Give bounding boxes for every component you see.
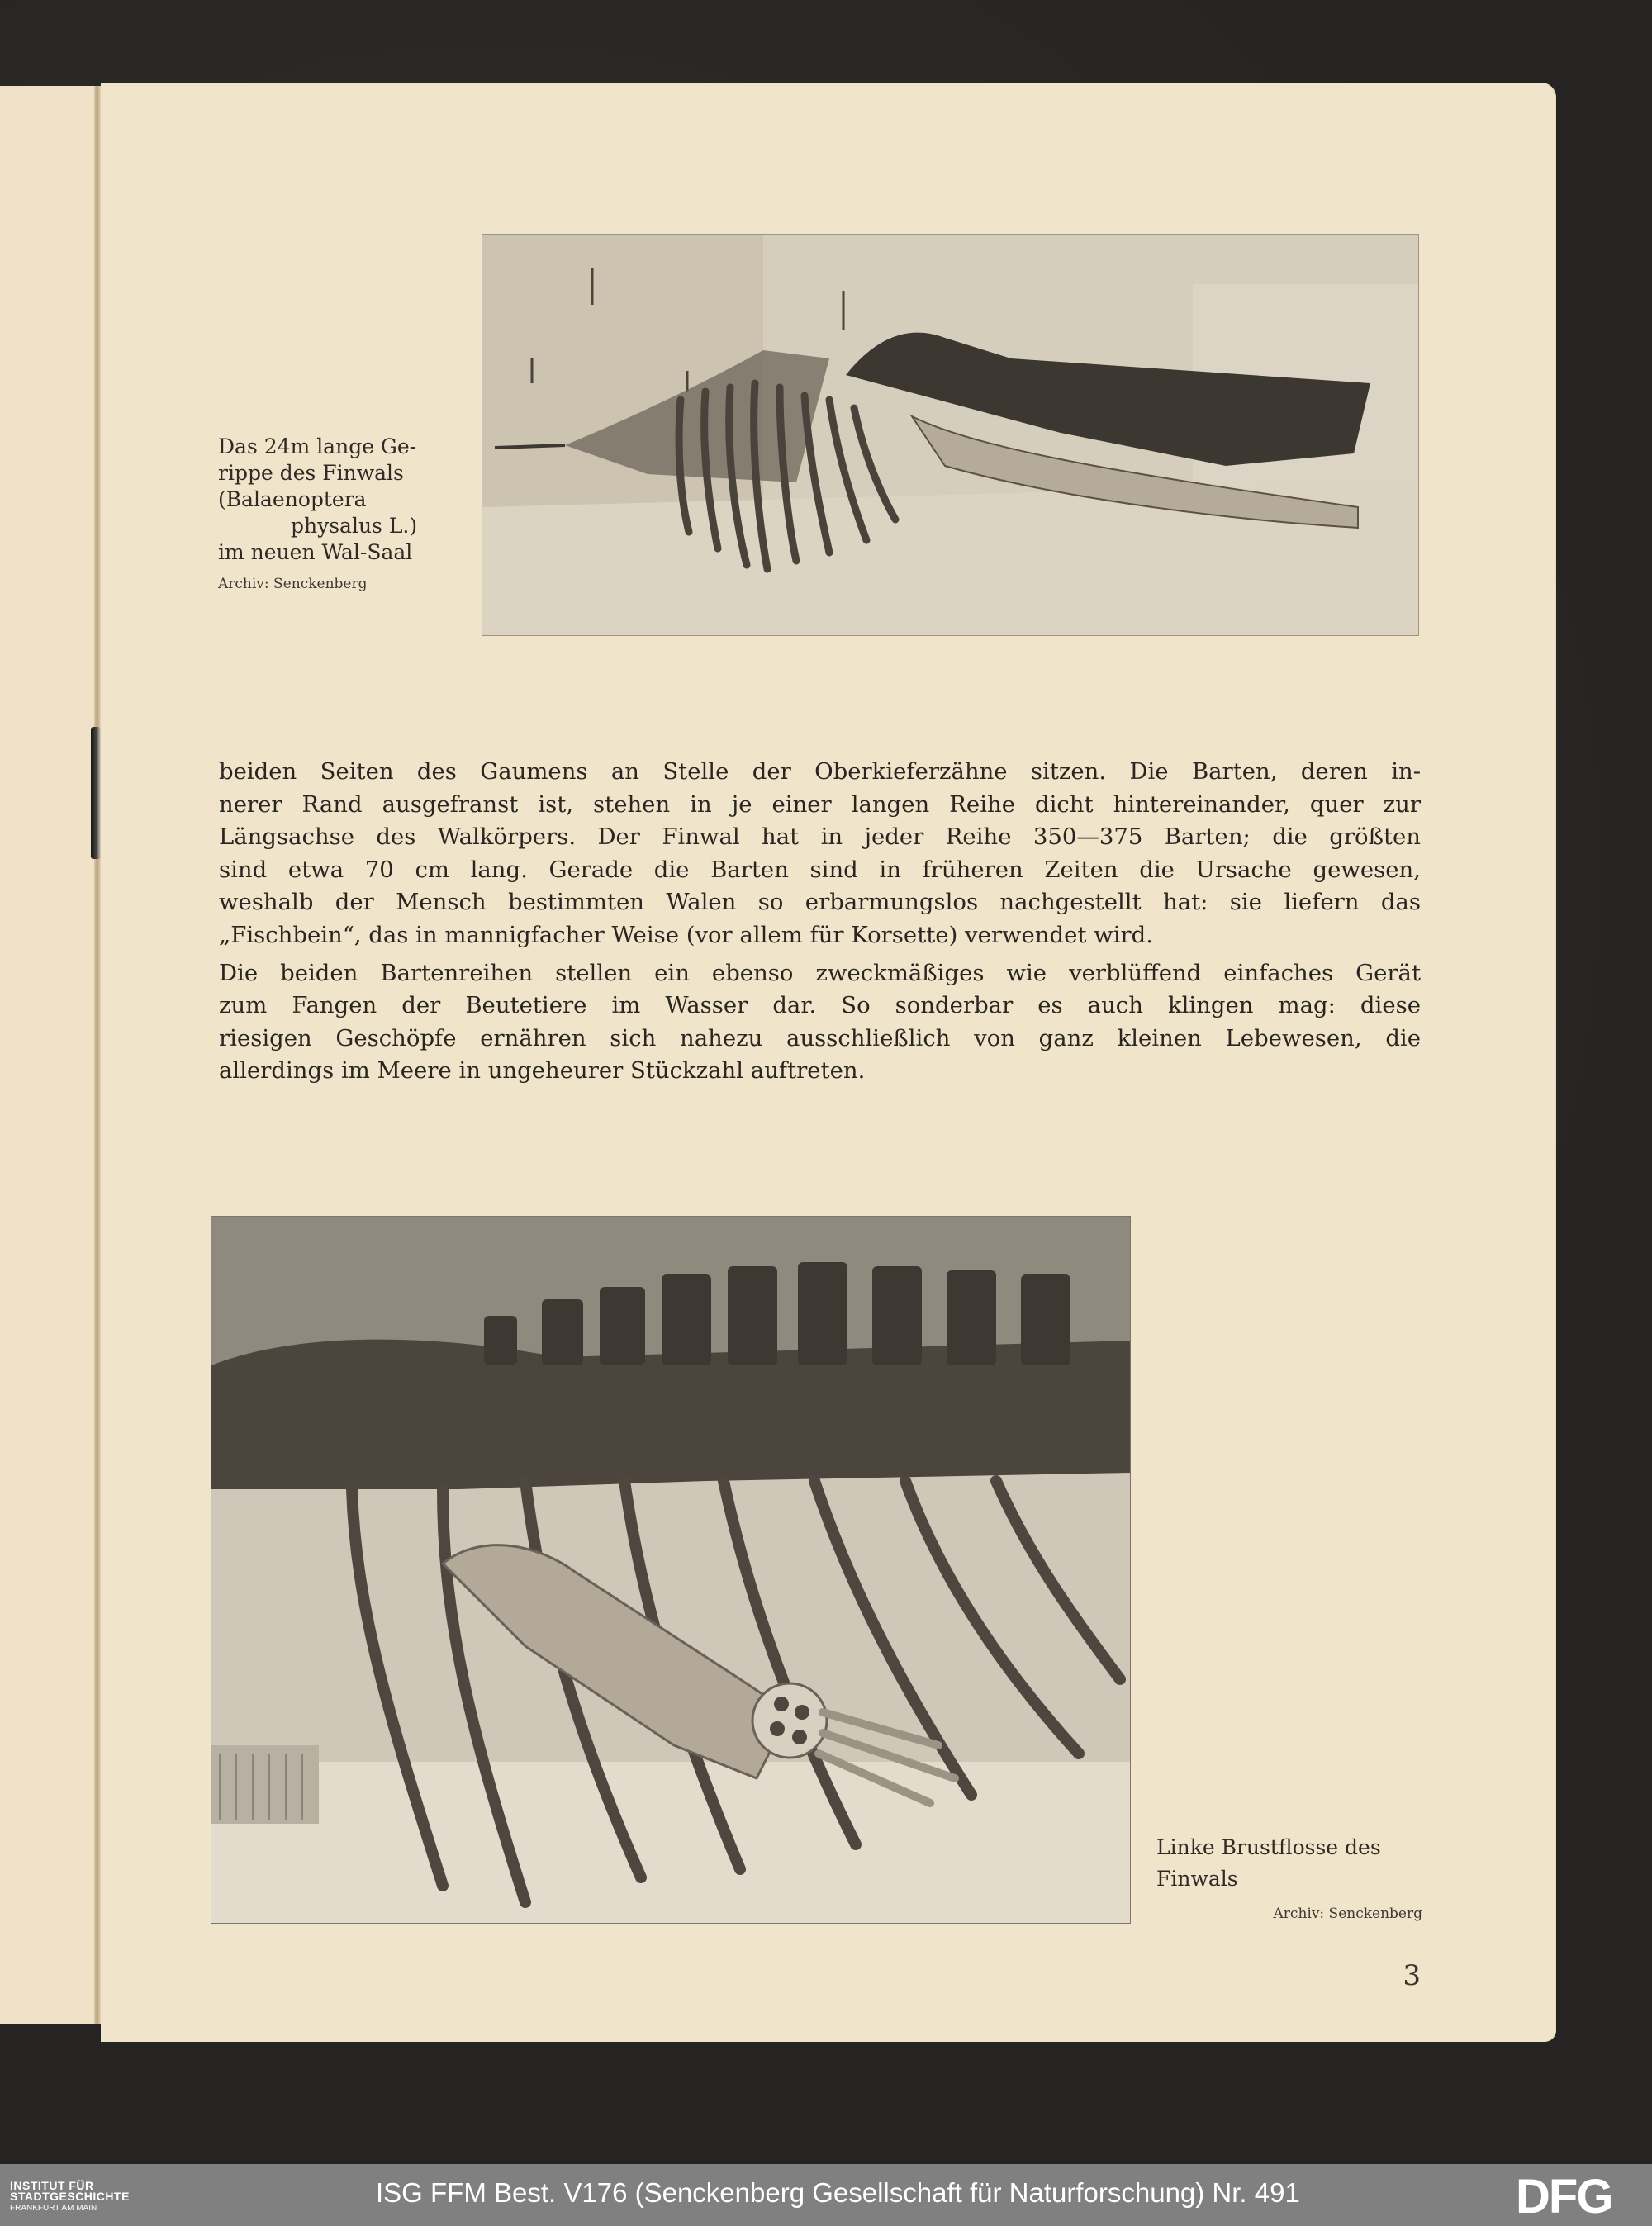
text-line: „Fischbein“, das in mannigfacher Weise (vor allem für Korsette) verwendet wird. xyxy=(219,921,1154,948)
caption-line: Das 24m lange Ge- xyxy=(218,434,417,458)
top-figure-caption xyxy=(218,434,458,597)
text-line: allerdings im Meere in ungeheurer Stückzahl auftreten. xyxy=(219,1057,866,1085)
photo-credit: Archiv: Senckenberg xyxy=(1273,1906,1422,1922)
photo-fin-whale-skeleton xyxy=(482,234,1419,636)
book-spine xyxy=(94,86,101,2024)
institution-line: FRANKFURT AM MAIN xyxy=(10,2204,97,2213)
pectoral-fin-illustration xyxy=(211,1217,1130,1923)
institution-line: INSTITUT FÜR xyxy=(10,2179,94,2192)
page-number: 3 xyxy=(1403,1959,1421,1992)
photo-pectoral-fin xyxy=(211,1216,1131,1924)
paragraph xyxy=(219,957,1421,1088)
paragraph xyxy=(219,756,1421,952)
caption-line: im neuen Wal-Saal xyxy=(218,540,413,564)
institution-logo xyxy=(10,2181,130,2214)
text-line: Die beiden Bartenreihen stellen ein ebenso zweckmäßiges wie verblüffend einfaches Gerät xyxy=(219,959,1421,986)
photo-credit: Archiv: Senckenberg xyxy=(218,576,368,592)
text-line: sind etwa 70 cm lang. Gerade die Barten sind in früheren Zeiten die Ursache gewesen, xyxy=(219,856,1421,883)
text-line: riesigen Geschöpfe ernähren sich nahezu ausschließlich von ganz kleinen Lebewesen, die xyxy=(219,1024,1421,1051)
bottom-figure-caption xyxy=(1156,1832,1422,1929)
caption-line: Linke Brustflosse des xyxy=(1156,1835,1381,1859)
caption-line: rippe des Finwals xyxy=(218,461,404,485)
text-line: zum Fangen der Beutetiere im Wasser dar. So sonderbar es auch klingen mag: diese xyxy=(219,992,1421,1019)
text-line: beiden Seiten des Gaumens an Stelle der Oberkieferzähne sitzen. Die Barten, deren in- xyxy=(219,758,1421,785)
caption-line: physalus L.) xyxy=(291,514,418,538)
archive-reference: ISG FFM Best. V176 (Senckenberg Gesellschaft für Naturforschung) Nr. 491 xyxy=(376,2177,1300,2208)
institution-line: STADTGESCHICHTE xyxy=(10,2190,130,2203)
archive-footer-bar xyxy=(0,2164,1652,2226)
text-line: weshalb der Mensch bestimmten Walen so erbarmungslos nachgestellt hat: sie liefern das xyxy=(219,889,1421,916)
text-line: Längsachse des Walkörpers. Der Finwal hat in jeder Reihe 350—375 Barten; die größten xyxy=(219,823,1421,851)
body-text xyxy=(219,756,1421,1088)
caption-line: Finwals xyxy=(1156,1867,1238,1891)
text-line: nerer Rand ausgefranst ist, stehen in je einer langen Reihe dicht hintereinander, quer zur xyxy=(219,790,1421,818)
whale-skeleton-illustration xyxy=(482,235,1418,635)
left-page-edge xyxy=(0,86,96,2024)
spine-binding-tear xyxy=(91,727,101,859)
dfg-logo: DFG xyxy=(1516,2170,1612,2224)
caption-line: (Balaenoptera xyxy=(218,487,367,511)
